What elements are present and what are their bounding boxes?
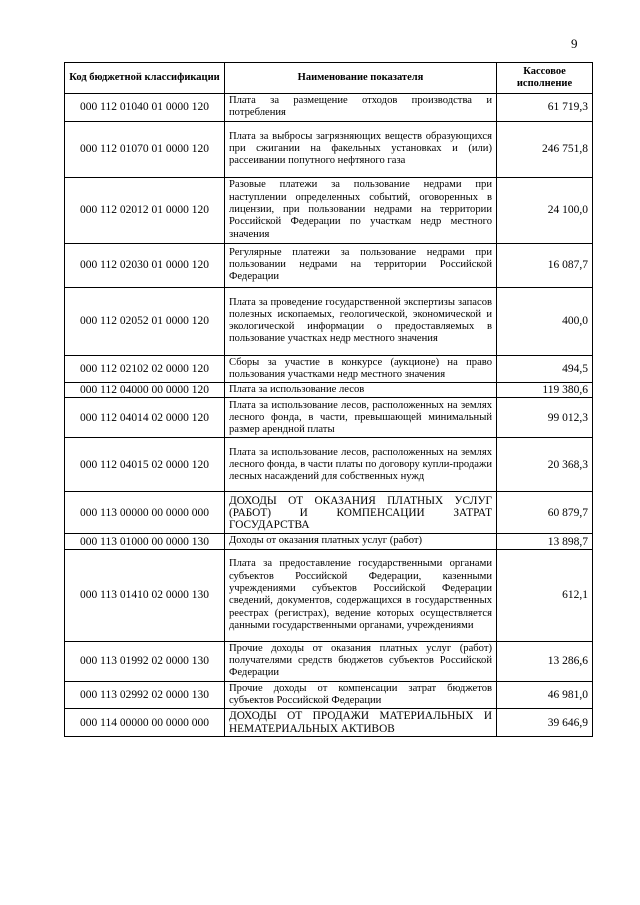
budget-code-cell: 000 112 04015 02 0000 120	[65, 438, 225, 492]
table-header-row	[65, 63, 593, 94]
indicator-name-cell: Плата за использование лесов, расположенных на землях лесного фонда, в части, превышающей минимальный размер арендной платы	[225, 398, 497, 438]
indicator-name-cell: Регулярные платежи за пользование недрами при пользовании недрами на территории Российской Федерации	[225, 243, 497, 287]
header-budget-code: Код бюджетной классификации	[65, 63, 225, 94]
budget-execution-table	[64, 62, 593, 737]
header-indicator-name: Наименование показателя	[225, 63, 497, 94]
indicator-name-cell: Плата за проведение государственной экспертизы запасов полезных ископаемых, геологической, экономической и экологической информации о предоставляемых в пользование участках недр местного значения	[225, 287, 497, 355]
cash-execution-cell: 494,5	[497, 355, 593, 383]
budget-code-cell: 000 113 01992 02 0000 130	[65, 641, 225, 681]
cash-execution-cell: 60 879,7	[497, 492, 593, 534]
table-row	[65, 398, 593, 438]
cash-execution-cell: 13 898,7	[497, 534, 593, 549]
cash-execution-cell: 400,0	[497, 287, 593, 355]
indicator-name-cell: Плата за использование лесов, расположенных на землях лесного фонда, в части платы по договору купли-продажи лесных насаждений для собственных нужд	[225, 438, 497, 492]
table-row	[65, 177, 593, 243]
indicator-name-cell: Плата за размещение отходов производства и потребления	[225, 94, 497, 122]
budget-code-cell: 000 114 00000 00 0000 000	[65, 709, 225, 737]
cash-execution-cell: 99 012,3	[497, 398, 593, 438]
table-row	[65, 243, 593, 287]
cash-execution-cell: 61 719,3	[497, 94, 593, 122]
indicator-name-cell: Плата за выбросы загрязняющих веществ образующихся при сжигании на факельных установках и (или) рассеивании попутного нефтяного газа	[225, 121, 497, 177]
indicator-name-cell: ДОХОДЫ ОТ ОКАЗАНИЯ ПЛАТНЫХ УСЛУГ (РАБОТ) И КОМПЕНСАЦИИ ЗАТРАТ ГОСУДАРСТВА	[225, 492, 497, 534]
indicator-name-cell: Прочие доходы от оказания платных услуг (работ) получателями средств бюджетов субъектов Российской Федерации	[225, 641, 497, 681]
cash-execution-cell: 46 981,0	[497, 681, 593, 709]
indicator-name-cell: Прочие доходы от компенсации затрат бюджетов субъектов Российской Федерации	[225, 681, 497, 709]
table-row	[65, 492, 593, 534]
table-row	[65, 94, 593, 122]
table-row	[65, 287, 593, 355]
page-number: 9	[571, 36, 578, 51]
cash-execution-cell: 20 368,3	[497, 438, 593, 492]
table-row	[65, 709, 593, 737]
table-row	[65, 534, 593, 549]
budget-code-cell: 000 113 01000 00 0000 130	[65, 534, 225, 549]
budget-code-cell: 000 112 04014 02 0000 120	[65, 398, 225, 438]
indicator-name-cell: Плата за использование лесов	[225, 383, 497, 398]
budget-code-cell: 000 113 02992 02 0000 130	[65, 681, 225, 709]
budget-code-cell: 000 112 02052 01 0000 120	[65, 287, 225, 355]
cash-execution-cell: 24 100,0	[497, 177, 593, 243]
cash-execution-cell: 16 087,7	[497, 243, 593, 287]
header-cash-execution: Кассовое исполнение	[497, 63, 593, 94]
table-row	[65, 355, 593, 383]
cash-execution-cell: 119 380,6	[497, 383, 593, 398]
indicator-name-cell: Доходы от оказания платных услуг (работ)	[225, 534, 497, 549]
table-row	[65, 438, 593, 492]
budget-code-cell: 000 112 02030 01 0000 120	[65, 243, 225, 287]
cash-execution-cell: 13 286,6	[497, 641, 593, 681]
cash-execution-cell: 612,1	[497, 549, 593, 641]
indicator-name-cell: Сборы за участие в конкурсе (аукционе) на право пользования участками недр местного значения	[225, 355, 497, 383]
indicator-name-cell: ДОХОДЫ ОТ ПРОДАЖИ МАТЕРИАЛЬНЫХ И НЕМАТЕРИАЛЬНЫХ АКТИВОВ	[225, 709, 497, 737]
table-row	[65, 121, 593, 177]
table-row	[65, 383, 593, 398]
cash-execution-cell: 246 751,8	[497, 121, 593, 177]
budget-code-cell: 000 112 01070 01 0000 120	[65, 121, 225, 177]
indicator-name-cell: Плата за предоставление государственными органами субъектов Российской Федерации, казенными учреждениями субъектов Российской Федерации сведений, документов, содержащихся в государственных реестрах (регистрах), ведение которых осуществляется данными государственными органами, учреждениями	[225, 549, 497, 641]
budget-code-cell: 000 112 02012 01 0000 120	[65, 177, 225, 243]
cash-execution-cell: 39 646,9	[497, 709, 593, 737]
budget-code-cell: 000 112 01040 01 0000 120	[65, 94, 225, 122]
budget-code-cell: 000 112 02102 02 0000 120	[65, 355, 225, 383]
budget-code-cell: 000 113 00000 00 0000 000	[65, 492, 225, 534]
table-row	[65, 681, 593, 709]
table-row	[65, 641, 593, 681]
budget-code-cell: 000 112 04000 00 0000 120	[65, 383, 225, 398]
budget-code-cell: 000 113 01410 02 0000 130	[65, 549, 225, 641]
indicator-name-cell: Разовые платежи за пользование недрами при наступлении определенных событий, оговоренных в лицензии, при пользовании недрами на территории Российской Федерации по участкам недр местного значения	[225, 177, 497, 243]
table-row	[65, 549, 593, 641]
